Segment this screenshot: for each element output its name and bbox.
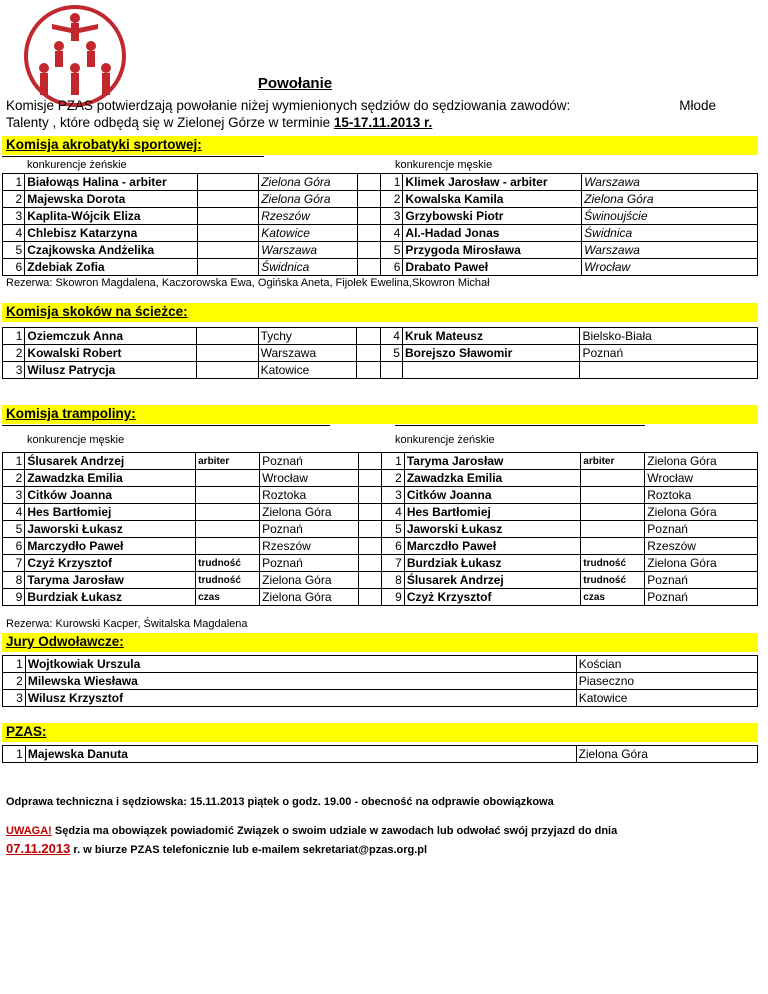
table-row	[3, 538, 758, 555]
table-cell: Zielona Góra	[259, 174, 357, 191]
table-cell: Poznań	[645, 521, 758, 538]
table-cell: 4	[381, 225, 403, 242]
intro-line2: Talenty , które odbędą się w Zielonej Górze w terminie	[6, 115, 334, 130]
table-cell: Wrocław	[582, 259, 758, 276]
table-cell: 5	[380, 345, 402, 362]
skoki-table	[2, 327, 758, 379]
table-row	[3, 174, 758, 191]
table-cell: Świdnica	[582, 225, 758, 242]
table-cell	[196, 504, 260, 521]
table-cell	[357, 259, 381, 276]
table-cell: Warszawa	[582, 174, 758, 191]
table-row	[3, 242, 758, 259]
table-row	[3, 487, 758, 504]
table-cell	[357, 174, 381, 191]
table-cell: Zielona Góra	[576, 746, 758, 763]
table-row	[3, 690, 758, 707]
table-cell	[358, 572, 382, 589]
table-row	[3, 362, 758, 379]
table-cell: 5	[3, 521, 25, 538]
table-cell: Bielsko-Biała	[580, 328, 758, 345]
table-cell: Poznań	[260, 453, 359, 470]
table-cell: arbiter	[196, 453, 260, 470]
table-row	[3, 746, 758, 763]
table-cell: 8	[382, 572, 404, 589]
table-cell: Warszawa	[259, 242, 357, 259]
table-cell: Borejszo Sławomir	[402, 345, 580, 362]
table-cell: Roztoka	[260, 487, 359, 504]
table-cell: Poznań	[260, 555, 359, 572]
table-cell	[358, 521, 382, 538]
table-cell: 8	[3, 572, 25, 589]
table-cell: Ślusarek Andrzej	[25, 453, 196, 470]
table-cell: arbiter	[581, 453, 645, 470]
table-row	[3, 208, 758, 225]
table-row	[3, 504, 758, 521]
table-cell	[358, 487, 382, 504]
table-cell: 1	[3, 656, 26, 673]
table-cell: Wrocław	[260, 470, 359, 487]
table-cell: Kruk Mateusz	[402, 328, 580, 345]
table-cell	[358, 504, 382, 521]
table-cell	[196, 470, 260, 487]
table-cell: Zielona Góra	[260, 572, 359, 589]
table-cell: czas	[581, 589, 645, 606]
table-row	[3, 453, 758, 470]
reserve-note: Rezerwa: Skowron Magdalena, Kaczorowska Ewa, Ogińska Aneta, Fijołek Ewelina,Skowron Michał	[6, 277, 490, 289]
table-cell: Zielona Góra	[260, 589, 359, 606]
table-cell: 6	[3, 259, 25, 276]
odprawa-note: Odprawa techniczna i sędziowska: 15.11.2013 piątek o godz. 19.00 - obecność na odprawie obowiązkowa	[6, 796, 554, 808]
table-cell: Katowice	[576, 690, 757, 707]
table-cell: 2	[3, 673, 26, 690]
table-cell: Czyż Krzysztof	[404, 589, 580, 606]
intro-line1: Komisje PZAS potwierdzają powołanie niżej wymienionych sędziów do sędziowania zawodów:	[6, 98, 571, 113]
table-cell	[356, 328, 380, 345]
table-cell: 2	[3, 191, 25, 208]
table-cell: Taryma Jarosław	[404, 453, 580, 470]
table-cell: Kaplita-Wójcik Eliza	[25, 208, 198, 225]
table-cell: Citków Joanna	[25, 487, 196, 504]
table-cell	[196, 521, 260, 538]
table-cell: 5	[382, 521, 404, 538]
table-cell: Marczdło Paweł	[404, 538, 580, 555]
table-cell: Poznań	[580, 345, 758, 362]
table-cell: Zdebiak Zofia	[25, 259, 198, 276]
table-cell	[581, 470, 645, 487]
table-cell: 3	[382, 487, 404, 504]
table-cell: Wilusz Patrycja	[25, 362, 196, 379]
sub-label: konkurencje żeńskie	[27, 159, 127, 171]
warning-note	[6, 823, 746, 859]
table-cell: Burdziak Łukasz	[25, 589, 196, 606]
table-cell	[358, 453, 382, 470]
section-title: Komisja akrobatyki sportowej:	[6, 137, 202, 152]
table-cell: Zielona Góra	[645, 555, 758, 572]
table-cell: Świnoujście	[582, 208, 758, 225]
table-cell: Kościan	[576, 656, 757, 673]
contact-text: r. w biurze PZAS telefonicznie lub e-mailem sekretariat@pzas.org.pl	[70, 844, 428, 856]
table-cell: 1	[3, 453, 25, 470]
table-cell: Zielona Góra	[645, 453, 758, 470]
table-cell: Marczydło Paweł	[25, 538, 196, 555]
table-cell	[357, 225, 381, 242]
reserve-note: Rezerwa: Kurowski Kacper, Świtalska Magdalena	[6, 618, 248, 630]
table-cell: 4	[380, 328, 402, 345]
table-cell: Poznań	[260, 521, 359, 538]
deadline-date: 07.11.2013	[6, 841, 71, 856]
warning-text: Sędzia ma obowiązek powiadomić Związek o swoim udziale w zawodach lub odwołać swój przyjazd do dnia	[51, 825, 618, 837]
section-title: PZAS:	[6, 724, 47, 739]
table-cell	[358, 555, 382, 572]
table-cell: 2	[3, 345, 25, 362]
table-cell: Rzeszów	[259, 208, 357, 225]
table-row	[3, 191, 758, 208]
table-cell: Jaworski Łukasz	[404, 521, 580, 538]
trampoliny-table	[2, 452, 758, 606]
table-cell: Przygoda Mirosława	[403, 242, 582, 259]
table-cell	[196, 345, 258, 362]
table-cell: Rzeszów	[260, 538, 359, 555]
warning-label: UWAGA!	[6, 825, 52, 837]
table-cell: Wojtkowiak Urszula	[25, 656, 576, 673]
table-cell	[358, 589, 382, 606]
table-cell	[581, 538, 645, 555]
table-cell	[356, 345, 380, 362]
table-cell: 1	[381, 174, 403, 191]
table-cell: Zielona Góra	[645, 504, 758, 521]
table-row	[3, 225, 758, 242]
table-row	[3, 345, 758, 362]
table-cell: Warszawa	[258, 345, 356, 362]
table-cell	[357, 242, 381, 259]
table-cell: trudność	[196, 572, 260, 589]
table-cell: czas	[196, 589, 260, 606]
table-cell: Świdnica	[259, 259, 357, 276]
table-cell: 4	[3, 504, 25, 521]
table-cell	[198, 259, 259, 276]
table-cell	[196, 328, 258, 345]
jury-table	[2, 655, 758, 707]
table-row	[3, 656, 758, 673]
section-title: Komisja skoków na ścieżce:	[6, 304, 188, 319]
table-cell: Zawadzka Emilia	[25, 470, 196, 487]
table-cell	[357, 191, 381, 208]
table-cell: Klimek Jarosław - arbiter	[403, 174, 582, 191]
table-cell: Wrocław	[645, 470, 758, 487]
table-cell: 1	[3, 174, 25, 191]
table-cell: 9	[3, 589, 25, 606]
table-row	[3, 328, 758, 345]
table-cell	[402, 362, 580, 379]
table-cell: Poznań	[645, 572, 758, 589]
table-cell: 2	[381, 191, 403, 208]
intro-text	[6, 97, 766, 131]
table-cell: Katowice	[259, 225, 357, 242]
sub-label: konkurencje żeńskie	[395, 434, 495, 446]
table-cell: 9	[382, 589, 404, 606]
table-cell: 6	[381, 259, 403, 276]
table-cell: 2	[382, 470, 404, 487]
table-cell: Rzeszów	[645, 538, 758, 555]
table-cell: Warszawa	[582, 242, 758, 259]
section-band-pzas	[2, 723, 758, 742]
table-cell	[198, 174, 259, 191]
table-cell	[358, 538, 382, 555]
table-cell: Białowąs Halina - arbiter	[25, 174, 198, 191]
table-cell: 1	[382, 453, 404, 470]
table-cell: 4	[382, 504, 404, 521]
table-cell: 3	[3, 487, 25, 504]
table-cell	[581, 487, 645, 504]
table-cell: Czyż Krzysztof	[25, 555, 196, 572]
table-cell	[580, 362, 758, 379]
table-cell: trudność	[196, 555, 260, 572]
table-cell: Oziemczuk Anna	[25, 328, 196, 345]
table-cell: Czajkowska Andżelika	[25, 242, 198, 259]
table-cell: Majewska Danuta	[25, 746, 576, 763]
table-cell: Roztoka	[645, 487, 758, 504]
table-cell	[198, 225, 259, 242]
table-cell: Zawadzka Emilia	[404, 470, 580, 487]
sub-label: konkurencje męskie	[27, 434, 125, 446]
table-cell: Piaseczno	[576, 673, 757, 690]
intro-dates: 15-17.11.2013 r.	[333, 115, 433, 130]
table-cell: 3	[3, 690, 26, 707]
table-cell	[196, 487, 260, 504]
pzas-table	[2, 745, 758, 763]
table-cell: 6	[382, 538, 404, 555]
section-band-trampoliny	[2, 405, 758, 424]
table-row	[3, 589, 758, 606]
table-row	[3, 572, 758, 589]
table-cell: Drabato Paweł	[403, 259, 582, 276]
table-row	[3, 673, 758, 690]
table-cell: Kowalska Kamila	[403, 191, 582, 208]
table-row	[3, 555, 758, 572]
section-band-skoki	[2, 303, 758, 322]
table-cell: Jaworski Łukasz	[25, 521, 196, 538]
intro-line1-right: Młode	[679, 98, 716, 113]
table-cell: Milewska Wiesława	[25, 673, 576, 690]
table-cell: 7	[382, 555, 404, 572]
page-title: Powołanie	[257, 75, 333, 92]
pzas-logo	[22, 4, 128, 108]
table-cell: 6	[3, 538, 25, 555]
sub-label: konkurencje męskie	[395, 159, 493, 171]
section-band-akrobatyka	[2, 136, 758, 155]
table-cell: Al.-Hadad Jonas	[403, 225, 582, 242]
table-cell: Wilusz Krzysztof	[25, 690, 576, 707]
table-cell	[196, 538, 260, 555]
table-cell	[358, 470, 382, 487]
table-cell: Majewska Dorota	[25, 191, 198, 208]
table-cell	[356, 362, 380, 379]
table-cell: Taryma Jarosław	[25, 572, 196, 589]
table-cell	[196, 362, 258, 379]
section-band-jury	[2, 633, 758, 652]
table-cell: Grzybowski Piotr	[403, 208, 582, 225]
table-cell: Citków Joanna	[404, 487, 580, 504]
table-cell: Ślusarek Andrzej	[404, 572, 580, 589]
section-title: Jury Odwoławcze:	[6, 634, 124, 649]
table-cell	[198, 242, 259, 259]
table-cell: Poznań	[645, 589, 758, 606]
table-cell: 3	[3, 362, 25, 379]
table-cell: trudność	[581, 555, 645, 572]
akrobatyka-table	[2, 173, 758, 276]
table-cell: Hes Bartłomiej	[404, 504, 580, 521]
table-cell	[581, 521, 645, 538]
table-cell: Burdziak Łukasz	[404, 555, 580, 572]
table-cell: 4	[3, 225, 25, 242]
table-cell: trudność	[581, 572, 645, 589]
table-cell: 5	[3, 242, 25, 259]
table-cell: Zielona Góra	[260, 504, 359, 521]
table-row	[3, 470, 758, 487]
table-cell: 5	[381, 242, 403, 259]
table-cell: Kowalski Robert	[25, 345, 196, 362]
table-cell	[198, 208, 259, 225]
table-cell	[380, 362, 402, 379]
table-cell: 1	[3, 746, 26, 763]
table-cell: 1	[3, 328, 25, 345]
table-cell	[198, 191, 259, 208]
table-cell: Tychy	[258, 328, 356, 345]
table-cell: Hes Bartłomiej	[25, 504, 196, 521]
section-title: Komisja trampoliny:	[6, 406, 136, 421]
table-cell: Katowice	[258, 362, 356, 379]
table-cell: Chlebisz Katarzyna	[25, 225, 198, 242]
table-row	[3, 259, 758, 276]
table-cell: Zielona Góra	[259, 191, 357, 208]
table-cell	[357, 208, 381, 225]
table-cell	[581, 504, 645, 521]
table-cell: 7	[3, 555, 25, 572]
table-cell: Zielona Góra	[582, 191, 758, 208]
table-cell: 3	[381, 208, 403, 225]
table-cell: 3	[3, 208, 25, 225]
table-cell: 2	[3, 470, 25, 487]
table-row	[3, 521, 758, 538]
